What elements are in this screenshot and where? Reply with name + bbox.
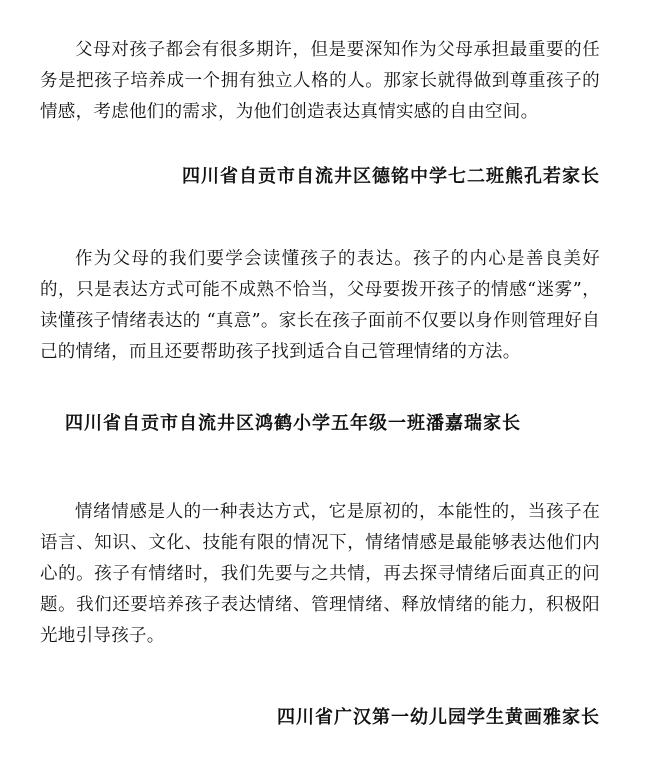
- comment-paragraph: 父母对孩子都会有很多期许，但是要深知作为父母承担最重要的任务是把孩子培养成一个拥有独立人格的人。那家长就得做到尊重孩子的情感，考虑他们的需求，为他们创造表达真情实感的自由空间。: [40, 40, 600, 122]
- comment-signature: 四川省自贡市自流井区德铭中学七二班熊孔若家长: [182, 166, 600, 187]
- comment-block: [40, 35, 600, 128]
- comment-signature: 四川省自贡市自流井区鸿鹤小学五年级一班潘嘉瑞家长: [65, 413, 521, 434]
- comment-block: [40, 497, 600, 652]
- comment-block: [40, 244, 600, 368]
- comment-paragraph: 作为父母的我们要学会读懂孩子的表达。孩子的内心是善良美好的，只是表达方式可能不成熟不恰当，父母要拨开孩子的情感“迷雾”，读懂孩子情绪表达的 “真意”。家长在孩子面前不仅要以身作则管理好自己的情绪，而且还要帮助孩子找到适合自己管理情绪的方法。: [40, 249, 600, 362]
- comment-paragraph: 情绪情感是人的一种表达方式，它是原初的，本能性的，当孩子在语言、知识、文化、技能有限的情况下，情绪情感是最能够表达他们内心的。孩子有情绪时，我们先要与之共情，再去探寻情绪后面真正的问题。我们还要培养孩子表达情绪、管理情绪、释放情绪的能力，积极阳光地引导孩子。: [40, 502, 600, 646]
- comment-signature: 四川省广汉第一幼儿园学生黄画雅家长: [277, 707, 600, 728]
